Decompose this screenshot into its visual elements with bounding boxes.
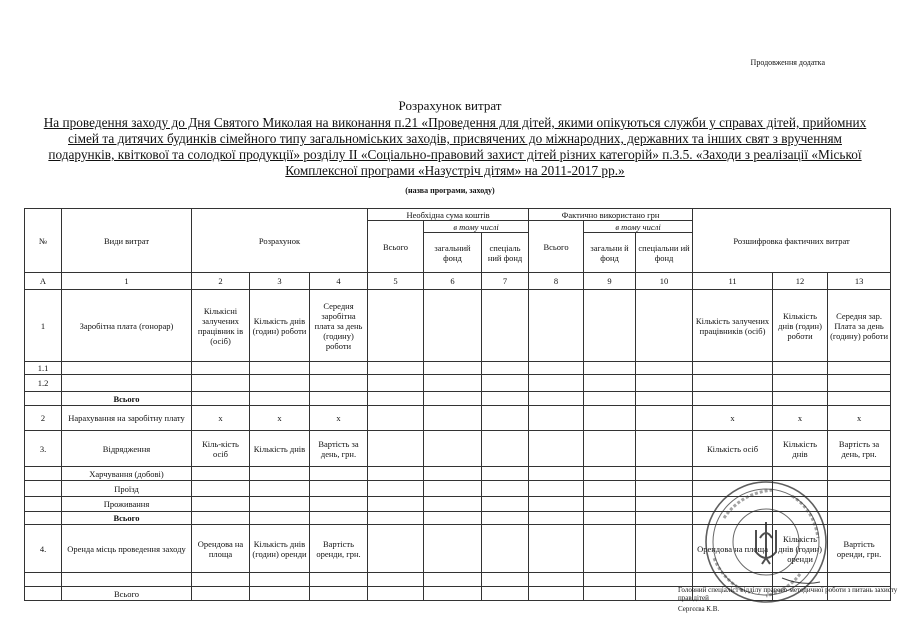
row-name: Проїзд xyxy=(62,481,192,497)
header-expense-types: Види витрат xyxy=(62,209,192,273)
header-required-sum: Необхідна сума коштів xyxy=(368,209,529,221)
table-row xyxy=(25,290,891,362)
row-total: Всього xyxy=(62,392,192,406)
row-name: Проживання xyxy=(62,497,192,512)
header-including-actual: в тому числі xyxy=(584,221,693,233)
document-title: Розрахунок витрат xyxy=(398,98,502,113)
cell-rent-days: Кількість днів (годин) оренди xyxy=(250,525,310,573)
cell-rented-area-actual: Орендова на площа xyxy=(693,525,773,573)
table-row xyxy=(25,362,891,375)
document-subtitle: На проведення заходу до Дня Святого Миколая на виконання п.21 «Проведення для дітей, якими опікуються служби у справах дітей, прийомних сімей та дитячих будинків сімейного типу загальноміських заходів, присвячених до міжнародних, державних та інших свят з врученням подарунків, квіткової та солодкої продукції» розділу ІІ «Соціально-правовий захист дітей різних категорій» п.3.5. «Заходи з реалізації «Міської Комплексної програми «Назустріч дітям» на 2011-2017 рр.» xyxy=(43,115,867,178)
cell-x: x xyxy=(192,406,250,431)
row-name: Заробітна плата (гонорар) xyxy=(62,290,192,362)
cell-workers-count: Кількісні залучених працівник ів (осіб) xyxy=(192,290,250,362)
header-decoding: Розшифровка фактичних витрат xyxy=(693,209,891,273)
cell-x: x xyxy=(773,406,828,431)
header-actual-used: Фактично використано грн xyxy=(529,209,693,221)
row-total: Всього xyxy=(62,512,192,525)
header-number: № xyxy=(25,209,62,273)
table-row xyxy=(25,392,891,406)
colnum-9: 9 xyxy=(584,273,636,290)
cell-rent-cost: Вартість оренди, грн. xyxy=(310,525,368,573)
header-special-fund-required: спеціаль ний фонд xyxy=(482,233,529,273)
colnum-13: 13 xyxy=(828,273,891,290)
header-general-fund-actual: загальни й фонд xyxy=(584,233,636,273)
continuation-note: Продовження додатка xyxy=(750,58,825,67)
cell-days-count: Кількість днів (годин) роботи xyxy=(250,290,310,362)
cell-x: x xyxy=(250,406,310,431)
colnum-a: А xyxy=(25,273,62,290)
cell-x: x xyxy=(310,406,368,431)
colnum-6: 6 xyxy=(424,273,482,290)
colnum-11: 11 xyxy=(693,273,773,290)
row-number: 3. xyxy=(25,431,62,467)
cell-rent-days-actual: Кількість днів (годин) оренди xyxy=(773,525,828,573)
colnum-3: 3 xyxy=(250,273,310,290)
colnum-10: 10 xyxy=(636,273,693,290)
cell-rented-area: Орендова на площа xyxy=(192,525,250,573)
row-name: Нарахування на заробітну плату xyxy=(62,406,192,431)
cell-cost-per-day-actual: Вартість за день, грн. xyxy=(828,431,891,467)
cell-workers-count-actual: Кількість залучених працівників (осіб) xyxy=(693,290,773,362)
row-number: 1.2 xyxy=(25,375,62,392)
cell-days-count-actual: Кількість днів xyxy=(773,431,828,467)
cell-avg-salary: Середня заробітна плата за день (годину) роботи xyxy=(310,290,368,362)
header-calculation: Розрахунок xyxy=(192,209,368,273)
colnum-1: 1 xyxy=(62,273,192,290)
cell-x: x xyxy=(828,406,891,431)
row-number: 1 xyxy=(25,290,62,362)
row-number: 4. xyxy=(25,525,62,573)
row-name: Відрядження xyxy=(62,431,192,467)
row-number: 1.1 xyxy=(25,362,62,375)
cell-persons-count: Кіль-кість осіб xyxy=(192,431,250,467)
colnum-2: 2 xyxy=(192,273,250,290)
cell-persons-count-actual: Кількість осіб xyxy=(693,431,773,467)
cell-cost-per-day: Вартість за день, грн. xyxy=(310,431,368,467)
cell-x: x xyxy=(693,406,773,431)
row-total: Всього xyxy=(62,587,192,601)
header-including-required: в тому числі xyxy=(424,221,529,233)
colnum-12: 12 xyxy=(773,273,828,290)
cell-rent-cost-actual: Вартість оренди, грн. xyxy=(828,525,891,573)
table-row xyxy=(25,375,891,392)
colnum-4: 4 xyxy=(310,273,368,290)
cell-avg-salary-actual: Середня зар. Плата за день (годину) роботи xyxy=(828,290,891,362)
table-row xyxy=(25,431,891,467)
header-total-actual: Всього xyxy=(529,221,584,273)
colnum-5: 5 xyxy=(368,273,424,290)
header-total-required: Всього xyxy=(368,221,424,273)
header-general-fund-required: загальний фонд xyxy=(424,233,482,273)
signature-name: Сергєєва К.В. xyxy=(678,605,720,613)
row-name: Оренда місць проведення заходу xyxy=(62,525,192,573)
colnum-8: 8 xyxy=(529,273,584,290)
signature-position: Головний спеціаліст відділу правово-методичної роботи з питань захисту прав дітей xyxy=(678,586,898,602)
table-row xyxy=(25,406,891,431)
row-number: 2 xyxy=(25,406,62,431)
header-special-fund-actual: спеціальни ий фонд xyxy=(636,233,693,273)
cell-days-count-actual: Кількість днів (годин) роботи xyxy=(773,290,828,362)
colnum-7: 7 xyxy=(482,273,529,290)
cell-days-count: Кількість днів xyxy=(250,431,310,467)
row-name: Харчування (добові) xyxy=(62,467,192,481)
program-caption: (назва програми, заходу) xyxy=(405,186,495,195)
